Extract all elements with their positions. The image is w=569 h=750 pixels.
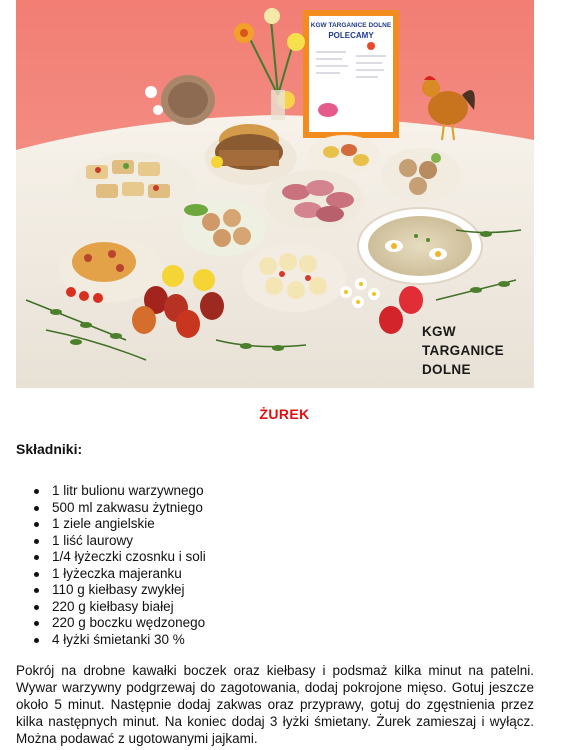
ingredient-item: 1 ziele angielskie <box>32 516 206 533</box>
ingredient-item: 500 ml zakwasu żytniego <box>32 500 206 517</box>
ingredient-item: 4 łyżki śmietanki 30 % <box>32 632 206 649</box>
preparation-method: Pokrój na drobne kawałki boczek oraz kiełbasy i podsmaż kilka minut na patelni. Wywar warzywny podgrzewaj do zagotowania, dodaj pokrojone mięso. Gotuj jeszcze około 5 minut. Następnie dodaj zakwas oraz przyprawy, gotuj do zgęstnienia przez kilka następnych minut. Na koniec dodaj 3 łyżki śmietany. Żurek zamieszaj i wyłącz. Można podawać z ugotowanymi jajkami. <box>16 663 534 746</box>
kgw-watermark <box>422 322 504 379</box>
ingredient-item: 1 liść laurowy <box>32 533 206 550</box>
ingredient-item: 1/4 łyżeczki czosnku i soli <box>32 549 206 566</box>
ingredient-item: 220 g boczku wędzonego <box>32 615 206 632</box>
sandwich-platter <box>72 152 196 220</box>
easter-table-photo <box>16 0 534 388</box>
cold-cuts-platter <box>264 170 364 230</box>
watermark-line-2: TARGANICE <box>422 343 504 358</box>
stuffed-eggs-platter <box>242 244 346 312</box>
ingredients-heading: Składniki: <box>16 441 83 457</box>
ingredient-item: 1 łyżeczka majeranku <box>32 566 206 583</box>
svg-text:POLECAMY: POLECAMY <box>328 31 374 40</box>
watermark-line-3: DOLNE <box>422 362 471 377</box>
ingredient-item: 1 litr bulionu warzywnego <box>32 483 206 500</box>
soup-bowl <box>358 208 482 284</box>
ingredients-list <box>32 483 206 648</box>
poster-sign <box>303 10 399 138</box>
ingredient-item: 110 g kiełbasy zwykłej <box>32 582 206 599</box>
roulade-platter <box>182 200 266 256</box>
watermark-line-1: KGW <box>422 324 456 339</box>
recipe-title: ŻUREK <box>259 406 310 422</box>
svg-text:KGW TARGANICE DOLNE: KGW TARGANICE DOLNE <box>310 22 392 29</box>
ingredient-item: 220 g kiełbasy białej <box>32 599 206 616</box>
